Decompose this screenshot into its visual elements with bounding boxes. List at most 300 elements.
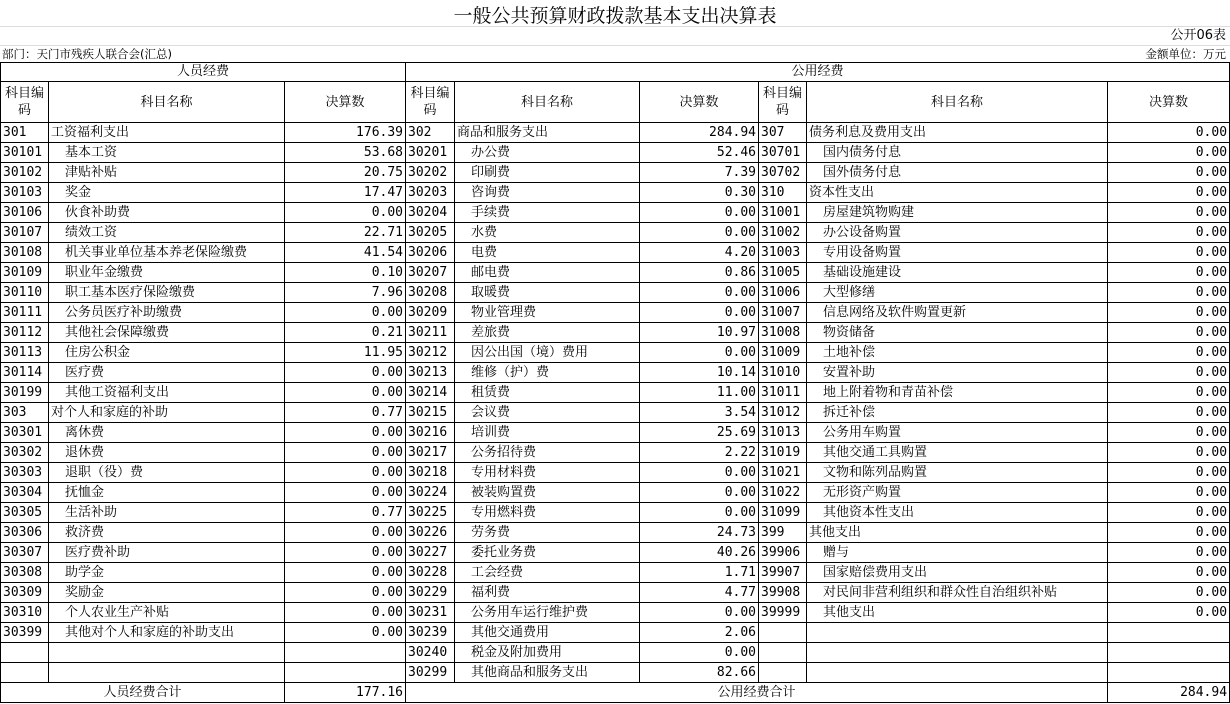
subject-name-cell[interactable] [49,603,285,623]
subject-name-cell[interactable] [455,143,640,163]
amount-cell[interactable]: 41.54 [285,243,406,263]
amount-cell[interactable]: 0.00 [1108,143,1230,163]
subject-name: 会议费 [471,404,511,420]
subject-name: 邮电费 [471,264,511,280]
subject-code-cell[interactable]: 31008 [759,323,807,343]
subject-code-cell[interactable]: 30229 [406,583,455,603]
amount-header: 决算数 [285,82,406,123]
subject-name: 赠与 [823,544,850,560]
subject-name-cell[interactable] [455,583,640,603]
subject-name-cell[interactable] [807,483,1108,503]
amount-cell[interactable] [285,643,406,663]
amount-cell[interactable]: 0.00 [1108,403,1230,423]
table-row [1,363,1230,383]
amount-cell[interactable]: 22.71 [285,223,406,243]
amount-cell[interactable]: 0.00 [640,223,759,243]
subject-name: 专用燃料费 [471,504,537,520]
subject-code-cell[interactable]: 30213 [406,363,455,383]
amount-cell[interactable]: 0.00 [1108,523,1230,543]
subject-name-cell[interactable] [807,263,1108,283]
amount-cell[interactable]: 25.69 [640,423,759,443]
table-row [1,203,1230,223]
subject-name-cell[interactable] [807,643,1108,663]
subject-name-cell[interactable] [49,423,285,443]
subject-name-cell[interactable] [807,123,1108,143]
subject-name: 抚恤金 [65,484,105,500]
subject-code-cell[interactable]: 30217 [406,443,455,463]
amount-cell[interactable]: 24.73 [640,523,759,543]
subject-name-cell[interactable] [455,443,640,463]
subject-name-cell[interactable] [49,163,285,183]
amount-cell[interactable]: 0.77 [285,503,406,523]
subject-code-cell[interactable]: 31001 [759,203,807,223]
subject-name: 个人农业生产补贴 [65,604,170,620]
amount-cell[interactable]: 17.47 [285,183,406,203]
amount-header: 决算数 [640,82,759,123]
amount-cell[interactable]: 0.00 [1108,563,1230,583]
subject-code-cell[interactable]: 30303 [1,463,49,483]
subject-name-cell[interactable] [49,403,285,423]
amount-cell[interactable]: 11.95 [285,343,406,363]
subject-name-cell[interactable] [455,283,640,303]
amount-cell[interactable]: 0.00 [1108,243,1230,263]
subject-code-cell[interactable]: 30214 [406,383,455,403]
subject-name-cell[interactable] [807,583,1108,603]
subject-code-cell[interactable]: 30306 [1,523,49,543]
subject-name-cell[interactable] [455,543,640,563]
subject-code-cell[interactable]: 30203 [406,183,455,203]
subject-code-cell[interactable]: 30225 [406,503,455,523]
subject-code-cell[interactable]: 30202 [406,163,455,183]
subject-name: 其他商品和服务支出 [471,664,589,680]
subject-name-cell[interactable] [49,383,285,403]
subject-code-cell[interactable]: 39999 [759,603,807,623]
subject-code-cell[interactable]: 302 [406,123,455,143]
amount-cell[interactable]: 4.20 [640,243,759,263]
subject-code-cell[interactable]: 30304 [1,483,49,503]
subject-code-cell[interactable]: 30310 [1,603,49,623]
subject-name: 其他工资福利支出 [65,384,170,400]
amount-cell[interactable]: 0.00 [1108,283,1230,303]
subject-name: 其他交通费用 [471,624,550,640]
subject-code-cell[interactable]: 30103 [1,183,49,203]
subject-code-cell[interactable]: 31007 [759,303,807,323]
amount-cell[interactable]: 0.00 [1108,343,1230,363]
amount-cell[interactable]: 0.00 [285,303,406,323]
subject-code-cell[interactable]: 30307 [1,543,49,563]
subject-name-cell[interactable] [807,143,1108,163]
subject-code-cell[interactable]: 31011 [759,383,807,403]
amount-cell[interactable]: 0.00 [1108,443,1230,463]
amount-cell[interactable]: 0.00 [640,503,759,523]
subject-code-cell[interactable]: 30102 [1,163,49,183]
subject-code-cell[interactable]: 31012 [759,403,807,423]
amount-cell[interactable]: 0.00 [1108,583,1230,603]
amount-cell[interactable]: 0.00 [1108,463,1230,483]
subject-code-cell[interactable]: 307 [759,123,807,143]
subject-code-cell[interactable] [759,663,807,683]
subject-name-cell[interactable] [455,483,640,503]
subject-name-cell[interactable] [455,503,640,523]
amount-cell[interactable]: 0.00 [1108,543,1230,563]
subject-name-cell[interactable] [455,183,640,203]
amount-cell[interactable]: 0.00 [640,203,759,223]
subject-code-cell[interactable] [759,643,807,663]
subject-name-cell[interactable] [455,663,640,683]
amount-cell[interactable]: 0.00 [1108,203,1230,223]
subject-name: 工会经费 [471,564,524,580]
table-row [1,343,1230,363]
subject-code-cell[interactable]: 30240 [406,643,455,663]
subject-code-cell[interactable]: 399 [759,523,807,543]
subject-code-cell[interactable]: 30114 [1,363,49,383]
subject-name-cell[interactable] [49,663,285,683]
amount-cell[interactable]: 0.00 [640,283,759,303]
subject-code-cell[interactable]: 31003 [759,243,807,263]
subject-name: 培训费 [471,424,511,440]
amount-cell[interactable]: 0.00 [285,603,406,623]
table-row [1,263,1230,283]
table-row [1,623,1230,643]
subject-name: 职工基本医疗保险缴费 [65,284,196,300]
subject-name-cell[interactable] [807,363,1108,383]
amount-cell[interactable]: 2.22 [640,443,759,463]
subject-name-cell[interactable] [807,203,1108,223]
subject-code-cell[interactable]: 30211 [406,323,455,343]
amount-cell[interactable]: 0.00 [285,443,406,463]
amount-cell[interactable]: 40.26 [640,543,759,563]
subject-name-cell[interactable] [807,543,1108,563]
subject-name-cell[interactable] [49,323,285,343]
public-total-label: 公用经费合计 [406,683,1108,703]
amount-cell[interactable]: 0.00 [285,423,406,443]
subject-code-cell[interactable]: 30218 [406,463,455,483]
subject-code-cell[interactable]: 310 [759,183,807,203]
subject-code-cell[interactable]: 303 [1,403,49,423]
subject-name-cell[interactable] [807,383,1108,403]
subject-code-cell[interactable]: 30107 [1,223,49,243]
subject-name-cell[interactable] [807,443,1108,463]
subject-name-cell[interactable] [455,463,640,483]
amount-cell[interactable]: 0.21 [285,323,406,343]
amount-cell[interactable]: 0.77 [285,403,406,423]
subject-name-cell[interactable] [807,523,1108,543]
amount-cell[interactable]: 0.00 [1108,183,1230,203]
subject-code-cell[interactable]: 31002 [759,223,807,243]
table-row [1,523,1230,543]
amount-cell[interactable]: 0.30 [640,183,759,203]
subject-code-cell[interactable]: 30231 [406,603,455,623]
subject-code-cell[interactable]: 30106 [1,203,49,223]
subject-name-cell[interactable] [455,163,640,183]
subject-code-cell[interactable]: 30309 [1,583,49,603]
subject-name-cell[interactable] [455,623,640,643]
amount-cell[interactable]: 0.00 [285,543,406,563]
subject-name-cell[interactable] [49,343,285,363]
subject-name-cell[interactable] [49,463,285,483]
subject-code-cell[interactable]: 39908 [759,583,807,603]
table-row [1,543,1230,563]
amount-cell[interactable]: 0.00 [1108,483,1230,503]
subject-name-cell[interactable] [49,363,285,383]
subject-name-cell[interactable] [455,343,640,363]
subject-name-cell[interactable] [49,243,285,263]
amount-cell[interactable]: 0.00 [285,583,406,603]
subject-code-cell[interactable]: 31010 [759,363,807,383]
amount-cell[interactable]: 0.00 [285,623,406,643]
amount-cell[interactable]: 3.54 [640,403,759,423]
subject-code-cell[interactable]: 30215 [406,403,455,423]
subject-name: 被装购置费 [471,484,537,500]
amount-cell[interactable]: 0.00 [1108,363,1230,383]
amount-cell[interactable]: 0.00 [1108,303,1230,323]
subject-name-cell[interactable] [455,223,640,243]
subject-code-cell[interactable]: 31005 [759,263,807,283]
subject-code-cell[interactable]: 30207 [406,263,455,283]
subject-code-cell[interactable]: 30208 [406,283,455,303]
subject-name: 职业年金缴费 [65,264,144,280]
subject-code-cell[interactable] [759,623,807,643]
subject-code-cell[interactable]: 30239 [406,623,455,643]
subject-name-cell[interactable] [807,463,1108,483]
amount-cell[interactable]: 0.00 [640,483,759,503]
amount-cell[interactable]: 10.97 [640,323,759,343]
subject-name-cell[interactable] [49,143,285,163]
subject-code-cell[interactable]: 30299 [406,663,455,683]
subject-name-cell[interactable] [807,243,1108,263]
subject-code-cell[interactable] [1,663,49,683]
subject-code-cell[interactable]: 30110 [1,283,49,303]
subject-code-cell[interactable]: 30228 [406,563,455,583]
subject-name-cell[interactable] [807,603,1108,623]
subject-name-cell[interactable] [455,243,640,263]
subject-name-cell[interactable] [455,323,640,343]
amount-cell[interactable]: 0.10 [285,263,406,283]
subject-name: 其他支出 [823,604,876,620]
subject-name: 物资储备 [823,324,876,340]
amount-cell[interactable]: 0.00 [1108,383,1230,403]
amount-cell[interactable]: 7.39 [640,163,759,183]
subject-name: 委托业务费 [471,544,537,560]
subject-code-cell[interactable]: 30302 [1,443,49,463]
subject-name-cell[interactable] [455,643,640,663]
amount-cell[interactable]: 0.00 [285,383,406,403]
amount-cell[interactable]: 176.39 [285,123,406,143]
amount-cell[interactable]: 0.00 [1108,263,1230,283]
subject-name: 国内债务付息 [823,144,902,160]
subject-name-cell[interactable] [49,583,285,603]
subject-code-cell[interactable]: 30112 [1,323,49,343]
subject-code-cell[interactable]: 30305 [1,503,49,523]
subject-name-cell[interactable] [455,203,640,223]
amount-cell[interactable]: 0.86 [640,263,759,283]
subject-name-cell[interactable] [455,123,640,143]
subject-name-cell[interactable] [807,503,1108,523]
subject-code-cell[interactable]: 30399 [1,623,49,643]
amount-cell[interactable]: 0.00 [1108,423,1230,443]
amount-cell[interactable]: 0.00 [285,363,406,383]
amount-cell[interactable]: 0.00 [1108,503,1230,523]
subject-code-cell[interactable]: 30301 [1,423,49,443]
amount-cell[interactable]: 0.00 [285,203,406,223]
subject-name: 救济费 [65,524,105,540]
amount-cell[interactable]: 2.06 [640,623,759,643]
subject-name-cell[interactable] [455,263,640,283]
subject-code-cell[interactable]: 30199 [1,383,49,403]
subject-name-cell[interactable] [49,543,285,563]
subject-name: 津贴补贴 [65,164,118,180]
amount-cell[interactable]: 4.77 [640,583,759,603]
amount-cell[interactable]: 0.00 [640,463,759,483]
subject-code-cell[interactable]: 301 [1,123,49,143]
table-row [1,443,1230,463]
table-row [1,583,1230,603]
subject-name: 伙食补助费 [65,204,131,220]
subject-name-cell[interactable] [807,343,1108,363]
amount-cell[interactable]: 284.94 [640,123,759,143]
subject-code-cell[interactable]: 30101 [1,143,49,163]
subject-code-cell[interactable]: 39907 [759,563,807,583]
amount-header: 决算数 [1108,82,1230,123]
subject-name-cell[interactable] [49,443,285,463]
subject-code-cell[interactable]: 30109 [1,263,49,283]
subject-name: 取暖费 [471,284,511,300]
gridline [0,45,1230,46]
subject-code-cell[interactable]: 30226 [406,523,455,543]
subject-code-cell[interactable]: 39906 [759,543,807,563]
subject-name-cell[interactable] [807,623,1108,643]
amount-cell[interactable]: 53.68 [285,143,406,163]
amount-cell[interactable]: 0.00 [285,483,406,503]
subject-name-cell[interactable] [807,283,1108,303]
subject-name: 基础设施建设 [823,264,902,280]
subject-code-cell[interactable]: 30209 [406,303,455,323]
amount-cell[interactable] [1108,643,1230,663]
subject-code-cell[interactable]: 30111 [1,303,49,323]
table-row [1,503,1230,523]
subject-name-cell[interactable] [807,303,1108,323]
subject-code-cell[interactable]: 30205 [406,223,455,243]
amount-cell[interactable]: 52.46 [640,143,759,163]
subject-name-cell[interactable] [49,283,285,303]
subject-name: 债务利息及费用支出 [809,124,927,140]
subject-code-cell[interactable]: 30113 [1,343,49,363]
subject-code-cell[interactable]: 31099 [759,503,807,523]
subject-code-cell[interactable]: 31019 [759,443,807,463]
subject-name-cell[interactable] [807,183,1108,203]
subject-name-cell[interactable] [807,563,1108,583]
subject-code-cell[interactable] [1,643,49,663]
subject-name: 其他对个人和家庭的补助支出 [65,624,235,640]
subject-code-cell[interactable]: 30108 [1,243,49,263]
subject-name-cell[interactable] [49,483,285,503]
subject-name-cell[interactable] [49,203,285,223]
subject-code-cell[interactable]: 30206 [406,243,455,263]
subject-code-cell[interactable]: 31006 [759,283,807,303]
amount-cell[interactable] [1108,663,1230,683]
subject-name-cell[interactable] [455,523,640,543]
subject-name-cell[interactable] [455,603,640,623]
subject-name: 公务用车运行维护费 [471,604,589,620]
amount-cell[interactable]: 0.00 [1108,163,1230,183]
subject-name-cell[interactable] [455,563,640,583]
amount-cell[interactable]: 1.71 [640,563,759,583]
subject-name-cell[interactable] [49,303,285,323]
amount-cell[interactable]: 0.00 [640,643,759,663]
subject-name-cell[interactable] [807,323,1108,343]
amount-cell[interactable]: 11.00 [640,383,759,403]
subject-name-cell[interactable] [49,183,285,203]
subject-name-cell[interactable] [455,403,640,423]
subject-name-cell[interactable] [49,263,285,283]
subject-name-cell[interactable] [49,503,285,523]
subject-name-cell[interactable] [807,163,1108,183]
amount-cell[interactable] [285,663,406,683]
amount-cell[interactable]: 0.00 [640,603,759,623]
amount-cell[interactable]: 0.00 [285,463,406,483]
subject-code-cell[interactable]: 31009 [759,343,807,363]
subject-code-cell[interactable]: 30204 [406,203,455,223]
amount-cell[interactable]: 0.00 [640,343,759,363]
subject-name: 其他支出 [809,524,862,540]
amount-cell[interactable]: 20.75 [285,163,406,183]
subject-code-cell[interactable]: 30224 [406,483,455,503]
subject-name-cell[interactable] [455,383,640,403]
subject-name-cell[interactable] [49,623,285,643]
amount-cell[interactable]: 0.00 [285,563,406,583]
subject-name: 对民间非营利组织和群众性自治组织补贴 [823,584,1058,600]
amount-cell[interactable] [1108,623,1230,643]
subject-code-cell[interactable]: 30227 [406,543,455,563]
subject-name-cell[interactable] [455,423,640,443]
subject-name-cell[interactable] [807,663,1108,683]
amount-cell[interactable]: 0.00 [640,303,759,323]
subject-code-cell[interactable]: 30201 [406,143,455,163]
subject-name-cell[interactable] [49,563,285,583]
subject-code-cell[interactable]: 30702 [759,163,807,183]
amount-cell[interactable]: 0.00 [285,523,406,543]
subject-name: 维修（护）费 [471,364,550,380]
subject-code-cell[interactable]: 30212 [406,343,455,363]
amount-cell[interactable]: 0.00 [1108,123,1230,143]
code-header: 科目编码 [1,82,49,123]
header-row-columns [1,82,1230,123]
subject-name-cell[interactable] [807,423,1108,443]
subject-code-cell[interactable]: 30308 [1,563,49,583]
amount-cell[interactable]: 82.66 [640,663,759,683]
subject-code-cell[interactable]: 31022 [759,483,807,503]
subject-name-cell[interactable] [807,223,1108,243]
table-row [1,483,1230,503]
amount-cell[interactable]: 0.00 [1108,323,1230,343]
subject-name-cell[interactable] [455,303,640,323]
subject-code-cell[interactable]: 30216 [406,423,455,443]
subject-name-cell[interactable] [49,223,285,243]
amount-cell[interactable]: 0.00 [1108,603,1230,623]
amount-cell[interactable]: 0.00 [1108,223,1230,243]
subject-name: 退职（役）费 [65,464,144,480]
subject-code-cell[interactable]: 31013 [759,423,807,443]
amount-cell[interactable]: 7.96 [285,283,406,303]
amount-cell[interactable]: 10.14 [640,363,759,383]
subject-code-cell[interactable]: 31021 [759,463,807,483]
subject-code-cell[interactable]: 30701 [759,143,807,163]
subject-name-cell[interactable] [807,403,1108,423]
subject-name-cell[interactable] [49,643,285,663]
subject-name-cell[interactable] [49,123,285,143]
subject-name-cell[interactable] [49,523,285,543]
subject-name-cell[interactable] [455,363,640,383]
